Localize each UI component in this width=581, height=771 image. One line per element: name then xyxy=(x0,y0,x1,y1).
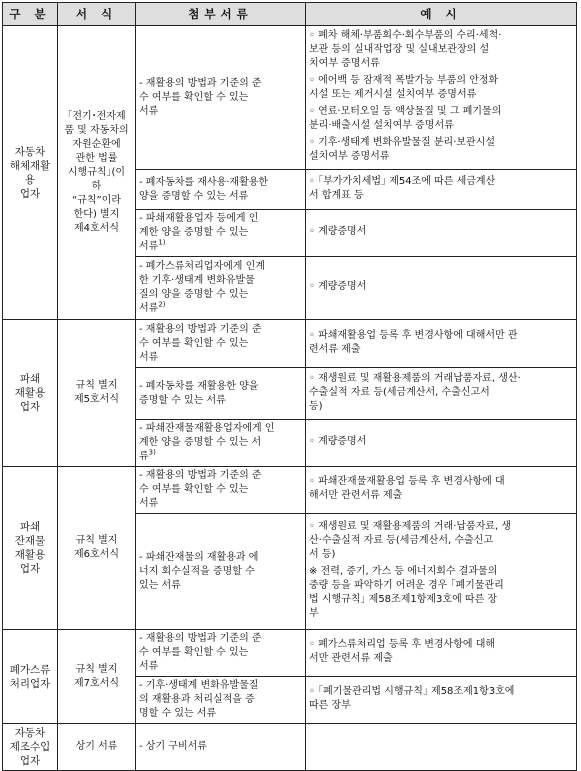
category-cell: 자동차 해체재활용 업자 xyxy=(3,26,58,320)
example-item: ◦ 계량증명서 xyxy=(309,436,367,447)
table-row xyxy=(3,320,577,368)
document-text: - 파쇄재활용업자 등에게 인 계한 양을 증명할 수 있는 서류 xyxy=(139,213,259,252)
document-cell xyxy=(136,677,306,724)
attachment-requirements-table xyxy=(2,2,577,771)
example-item: ◦ 연료·모터오일 등 액상물질 및 그 폐기물의 분리·배출시설 설치여부 증명서류 xyxy=(309,106,502,131)
table-row xyxy=(3,467,577,514)
document-cell xyxy=(136,26,306,170)
footnote-mark: 1) xyxy=(158,238,166,247)
example-item: ※ 전력, 증기, 가스 등 에너지회수 결과물의 중량 등을 파악하기 어려운 경우 ｢폐기물관리 법 시행규칙｣ 제58조제1항제3호에 따른 장 부 xyxy=(309,566,504,619)
example-item: ◦ ｢폐기물관리법 시행규칙｣ 제58조제1항3호에 따른 장부 xyxy=(309,686,515,711)
table-row xyxy=(3,26,577,170)
example-item: ◦ 에어백 등 잠재적 폭발가능 부품의 안정화 시설 또는 제거시설 설치여부 증명서류 xyxy=(309,75,499,100)
example-cell xyxy=(306,320,577,368)
example-cell xyxy=(306,26,577,170)
example-cell xyxy=(306,514,577,630)
example-item: ◦ 기후·생태계 변화유발물질 분리·보관시설 설치여부 증명서류 xyxy=(309,137,496,162)
document-cell xyxy=(136,514,306,630)
example-cell xyxy=(306,467,577,514)
example-item: ◦ 재생원료 및 재활용제품의 거래납품자료, 생산· 수출실적 자료 등(세금계산서, 수출신고서 등) xyxy=(309,372,521,412)
document-text: - 폐가스류처리업자에게 인계 한 기후·생태계 변화유발물 질의 양을 증명할 수 있는 서류 xyxy=(139,261,265,314)
form-cell: 규칙 별지 제5호서식 xyxy=(58,320,136,467)
category-cell: 파쇄 잔재물 재활용 업자 xyxy=(3,467,58,630)
category-cell: 파쇄 재활용 업자 xyxy=(3,320,58,467)
document-cell xyxy=(136,630,306,677)
example-item: ◦ 폐차 해체·부품회수·회수부품의 수리·세척· 보관 등의 실내작업장 및 실내보관장의 설 치여부 증명서류 xyxy=(309,30,502,69)
document-text: - 폐자동차를 재사용·재활용한 양을 증명할 수 있는 서류 xyxy=(139,176,269,202)
table-row xyxy=(3,724,577,771)
form-cell: 규칙 별지 제6호서식 xyxy=(58,467,136,630)
document-text: - 재활용의 방법과 기준의 준 수 여부를 확인할 수 있는 서류 xyxy=(139,323,262,363)
form-cell: ｢전기･전자제 품 및 자동차의 자원순환에 관한 법률 시행규칙｣(이 하 “규칙”이라 한다) 별지 제4호서식 xyxy=(58,26,136,320)
example-item: ◦ 계량증명서 xyxy=(309,281,367,292)
header-examples: 예 시 xyxy=(306,3,577,26)
example-cell xyxy=(306,420,577,467)
document-text: - 폐자동차를 재활용한 양을 증명할 수 있는 서류 xyxy=(139,380,259,406)
document-cell xyxy=(136,257,306,320)
document-text: - 재활용의 방법과 기준의 준 수 여부를 확인할 수 있는 서류 xyxy=(139,77,262,117)
example-item: ◦ 폐가스류처리업 등록 후 변경사항에 대해 서만 관련서류 제출 xyxy=(309,639,496,664)
document-text: - 파쇄잔재물의 재활용과 에 너지 회수실적을 증명할 수 있는 서류 xyxy=(139,551,259,591)
document-text: - 재활용의 방법과 기준의 준 수 여부를 확인할 수 있는 서류 xyxy=(139,470,262,509)
footnote-mark: 3) xyxy=(148,448,156,457)
document-cell xyxy=(136,170,306,210)
document-text: - 파쇄잔재물재활용업자에게 인 계한 양을 증명할 수 있는 서 류 xyxy=(139,423,275,462)
example-item: ◦ ｢부가가치세법｣ 제54조에 따른 세금계산 서 합계표 등 xyxy=(309,175,496,201)
header-category: 구 분 xyxy=(3,3,58,26)
document-cell xyxy=(136,320,306,368)
example-cell xyxy=(306,724,577,771)
header-documents: 첨부서류 xyxy=(136,3,306,26)
example-item: ◦ 계량증명서 xyxy=(309,226,367,237)
table-row xyxy=(3,630,577,677)
document-cell xyxy=(136,467,306,514)
category-cell: 자동차 제조수입 업자 xyxy=(3,724,58,771)
form-cell: 상기 서류 xyxy=(58,724,136,771)
header-form: 서 식 xyxy=(58,3,136,26)
document-cell xyxy=(136,210,306,257)
document-cell xyxy=(136,368,306,420)
example-cell xyxy=(306,210,577,257)
document-cell xyxy=(136,420,306,467)
footnote-mark: 2) xyxy=(158,300,166,309)
table-body xyxy=(3,26,577,771)
form-cell: 규칙 별지 제7호서식 xyxy=(58,630,136,724)
document-text: - 기후·생태계 변화유발물질 의 재활용과 처리실적을 증 명할 수 있는 서류 xyxy=(139,680,259,719)
example-cell xyxy=(306,368,577,420)
example-item: ◦ 파쇄잔재물재활용업 등록 후 변경사항에 대 해서만 관련서류 제출 xyxy=(309,476,505,501)
header-row xyxy=(3,3,577,26)
example-item: ◦ 파쇄재활용업 등록 후 변경사항에 대해서만 관 련서류 제출 xyxy=(309,329,518,355)
example-cell xyxy=(306,170,577,210)
example-item: ◦ 재생원료 및 재활용제품의 거래·납품자료, 생 산·수출실적 자료 등(세금계산서, 수출신고 서 등) xyxy=(309,521,512,560)
example-cell xyxy=(306,257,577,320)
category-cell: 폐가스류 처리업자 xyxy=(3,630,58,724)
example-cell xyxy=(306,630,577,677)
document-text: - 재활용의 방법과 기준의 준 수 여부를 확인할 수 있는 서류 xyxy=(139,633,262,672)
document-cell xyxy=(136,724,306,771)
example-cell xyxy=(306,677,577,724)
document-text: - 상기 구비서류 xyxy=(139,741,207,752)
